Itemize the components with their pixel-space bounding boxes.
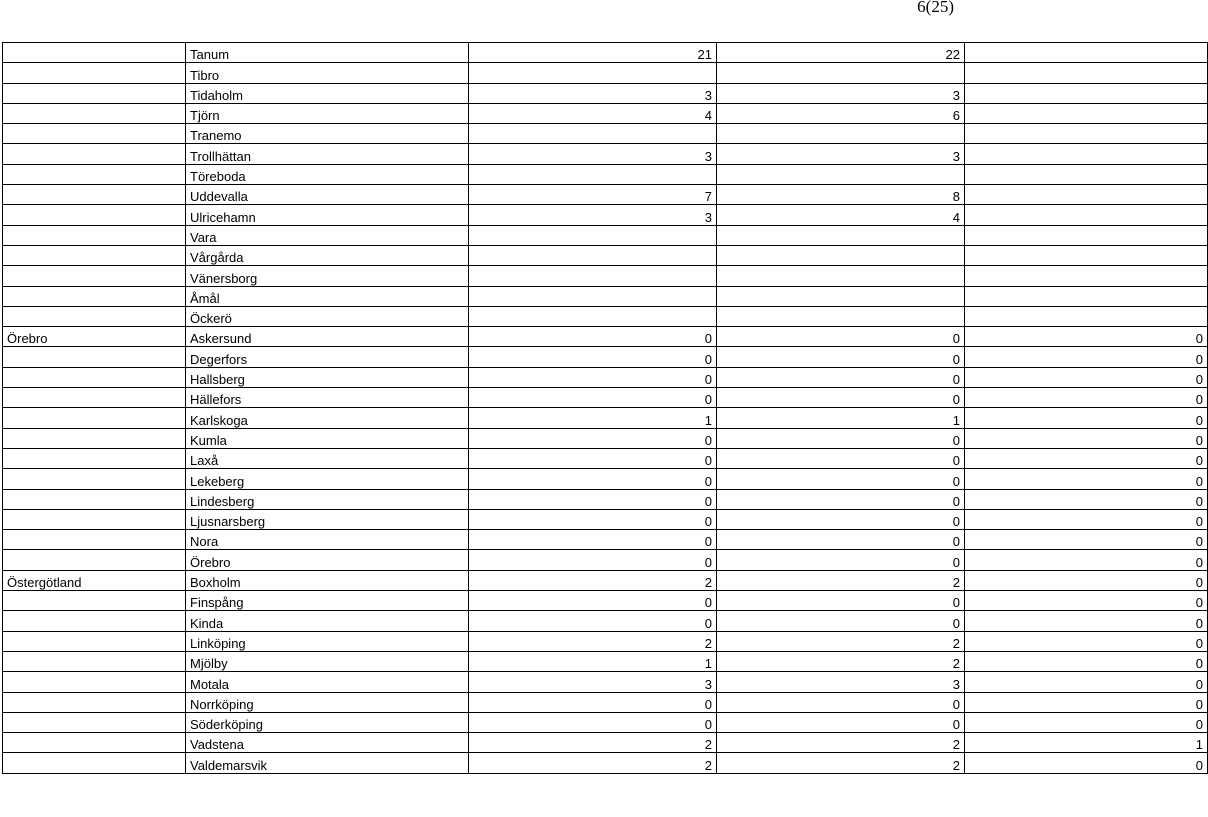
region-cell [3,245,186,265]
municipality-cell: Valdemarsvik [186,753,469,773]
municipality-cell: Vårgårda [186,245,469,265]
table-row [3,144,1208,164]
municipality-cell: Lekeberg [186,469,469,489]
municipality-cell: Laxå [186,448,469,468]
value-cell-3 [965,63,1208,83]
value-cell-3: 0 [965,570,1208,590]
table-row [3,347,1208,367]
table-row [3,103,1208,123]
region-cell [3,43,186,63]
value-cell-3: 0 [965,672,1208,692]
value-cell-3 [965,245,1208,265]
table-row [3,164,1208,184]
value-cell-2 [717,245,965,265]
table-row [3,733,1208,753]
table-row [3,672,1208,692]
table-row [3,530,1208,550]
region-cell [3,509,186,529]
value-cell-1: 7 [469,185,717,205]
value-cell-2: 3 [717,672,965,692]
value-cell-3: 0 [965,367,1208,387]
municipality-cell: Tibro [186,63,469,83]
table-row [3,367,1208,387]
municipality-cell: Åmål [186,286,469,306]
value-cell-2 [717,286,965,306]
value-cell-2: 3 [717,83,965,103]
table-row [3,388,1208,408]
value-cell-3 [965,225,1208,245]
region-cell [3,103,186,123]
region-cell [3,631,186,651]
value-cell-2 [717,63,965,83]
value-cell-1: 0 [469,448,717,468]
value-cell-1 [469,164,717,184]
value-cell-2: 2 [717,733,965,753]
region-cell: Östergötland [3,570,186,590]
value-cell-3: 0 [965,692,1208,712]
value-cell-2: 0 [717,448,965,468]
value-cell-2: 22 [717,43,965,63]
value-cell-3: 0 [965,509,1208,529]
municipality-cell: Kinda [186,611,469,631]
value-cell-1: 3 [469,83,717,103]
municipality-cell: Askersund [186,327,469,347]
value-cell-1: 0 [469,712,717,732]
value-cell-3: 0 [965,489,1208,509]
region-cell [3,692,186,712]
value-cell-2: 0 [717,489,965,509]
value-cell-3: 1 [965,733,1208,753]
municipality-cell: Tranemo [186,124,469,144]
table-row [3,306,1208,326]
region-cell [3,266,186,286]
value-cell-1 [469,306,717,326]
table-body [3,43,1208,774]
value-cell-1: 2 [469,570,717,590]
value-cell-1: 1 [469,651,717,671]
municipality-cell: Motala [186,672,469,692]
table-row [3,327,1208,347]
value-cell-3 [965,185,1208,205]
value-cell-2 [717,225,965,245]
value-cell-2: 0 [717,509,965,529]
value-cell-2: 0 [717,591,965,611]
value-cell-2: 0 [717,469,965,489]
value-cell-2: 2 [717,651,965,671]
region-cell [3,306,186,326]
table-row [3,469,1208,489]
municipality-cell: Norrköping [186,692,469,712]
value-cell-2: 0 [717,327,965,347]
value-cell-3: 0 [965,428,1208,448]
region-cell [3,448,186,468]
municipality-cell: Tanum [186,43,469,63]
value-cell-3 [965,266,1208,286]
municipality-cell: Hällefors [186,388,469,408]
value-cell-3 [965,286,1208,306]
value-cell-3: 0 [965,388,1208,408]
value-cell-1: 4 [469,103,717,123]
municipality-cell: Karlskoga [186,408,469,428]
value-cell-3: 0 [965,611,1208,631]
table-row [3,651,1208,671]
region-cell [3,712,186,732]
value-cell-2: 2 [717,570,965,590]
value-cell-1: 0 [469,509,717,529]
value-cell-2: 1 [717,408,965,428]
value-cell-1: 3 [469,672,717,692]
municipality-cell: Vara [186,225,469,245]
value-cell-1 [469,124,717,144]
municipality-cell: Finspång [186,591,469,611]
value-cell-3 [965,164,1208,184]
table-row [3,124,1208,144]
value-cell-2: 2 [717,631,965,651]
value-cell-3: 0 [965,631,1208,651]
value-cell-1: 1 [469,408,717,428]
value-cell-2 [717,124,965,144]
value-cell-1: 0 [469,327,717,347]
value-cell-2: 0 [717,530,965,550]
value-cell-1: 2 [469,753,717,773]
value-cell-2: 8 [717,185,965,205]
value-cell-2: 4 [717,205,965,225]
region-cell [3,530,186,550]
region-cell [3,225,186,245]
value-cell-3 [965,83,1208,103]
municipality-cell: Linköping [186,631,469,651]
value-cell-3: 0 [965,408,1208,428]
value-cell-1: 0 [469,489,717,509]
value-cell-3: 0 [965,651,1208,671]
page-number: 6(25) [917,0,954,16]
municipality-cell: Uddevalla [186,185,469,205]
region-cell [3,205,186,225]
value-cell-3: 0 [965,550,1208,570]
value-cell-1: 0 [469,347,717,367]
value-cell-3 [965,205,1208,225]
value-cell-2: 0 [717,347,965,367]
table-row [3,591,1208,611]
table-row [3,185,1208,205]
value-cell-2: 0 [717,367,965,387]
region-cell [3,428,186,448]
value-cell-3 [965,43,1208,63]
value-cell-1 [469,286,717,306]
value-cell-1: 0 [469,530,717,550]
table-row [3,266,1208,286]
value-cell-1 [469,225,717,245]
value-cell-3: 0 [965,753,1208,773]
value-cell-3: 0 [965,448,1208,468]
table-row [3,225,1208,245]
value-cell-1: 0 [469,469,717,489]
region-cell [3,83,186,103]
region-cell [3,144,186,164]
municipality-cell: Nora [186,530,469,550]
region-cell [3,347,186,367]
municipality-cell: Kumla [186,428,469,448]
municipality-cell: Öckerö [186,306,469,326]
value-cell-3: 0 [965,347,1208,367]
value-cell-2 [717,266,965,286]
value-cell-1: 0 [469,428,717,448]
table-row [3,43,1208,63]
region-cell [3,408,186,428]
value-cell-3 [965,306,1208,326]
municipality-cell: Örebro [186,550,469,570]
table-row [3,489,1208,509]
value-cell-1: 0 [469,692,717,712]
table-row [3,611,1208,631]
municipality-cell: Tjörn [186,103,469,123]
value-cell-1: 3 [469,205,717,225]
region-cell [3,124,186,144]
value-cell-1: 0 [469,550,717,570]
municipality-cell: Ljusnarsberg [186,509,469,529]
region-cell [3,489,186,509]
region-cell [3,550,186,570]
municipality-cell: Degerfors [186,347,469,367]
value-cell-2: 0 [717,692,965,712]
region-cell [3,469,186,489]
municipality-cell: Hallsberg [186,367,469,387]
region-cell: Örebro [3,327,186,347]
municipality-cell: Töreboda [186,164,469,184]
value-cell-1: 2 [469,631,717,651]
municipality-cell: Vänersborg [186,266,469,286]
value-cell-3: 0 [965,327,1208,347]
municipality-cell: Tidaholm [186,83,469,103]
region-cell [3,185,186,205]
table-row [3,692,1208,712]
value-cell-2: 0 [717,388,965,408]
value-cell-3: 0 [965,712,1208,732]
region-cell [3,164,186,184]
table-row [3,448,1208,468]
table-row [3,712,1208,732]
value-cell-2 [717,306,965,326]
value-cell-2: 0 [717,550,965,570]
municipality-cell: Boxholm [186,570,469,590]
table-row [3,550,1208,570]
value-cell-1: 3 [469,144,717,164]
region-cell [3,611,186,631]
value-cell-2: 3 [717,144,965,164]
value-cell-1: 0 [469,388,717,408]
municipality-cell: Mjölby [186,651,469,671]
region-cell [3,63,186,83]
value-cell-1: 0 [469,611,717,631]
table-row [3,631,1208,651]
table-row [3,83,1208,103]
value-cell-1: 0 [469,367,717,387]
municipality-cell: Söderköping [186,712,469,732]
table-row [3,245,1208,265]
table-row [3,286,1208,306]
value-cell-3 [965,124,1208,144]
table-row [3,408,1208,428]
region-cell [3,733,186,753]
region-cell [3,753,186,773]
value-cell-2: 2 [717,753,965,773]
value-cell-3: 0 [965,530,1208,550]
table-row [3,753,1208,773]
region-cell [3,591,186,611]
region-cell [3,672,186,692]
value-cell-2: 6 [717,103,965,123]
value-cell-2: 0 [717,712,965,732]
table-row [3,205,1208,225]
value-cell-1 [469,266,717,286]
region-cell [3,286,186,306]
value-cell-2: 0 [717,428,965,448]
value-cell-1 [469,63,717,83]
value-cell-1: 0 [469,591,717,611]
municipality-cell: Vadstena [186,733,469,753]
value-cell-2 [717,164,965,184]
municipality-cell: Lindesberg [186,489,469,509]
table-row [3,509,1208,529]
municipality-cell: Trollhättan [186,144,469,164]
region-cell [3,651,186,671]
municipality-cell: Ulricehamn [186,205,469,225]
value-cell-2: 0 [717,611,965,631]
data-table [2,42,1208,774]
table-row [3,428,1208,448]
value-cell-3: 0 [965,591,1208,611]
table-row [3,63,1208,83]
table-row [3,570,1208,590]
value-cell-3: 0 [965,469,1208,489]
region-cell [3,388,186,408]
value-cell-1: 21 [469,43,717,63]
region-cell [3,367,186,387]
value-cell-3 [965,103,1208,123]
value-cell-1 [469,245,717,265]
value-cell-3 [965,144,1208,164]
value-cell-1: 2 [469,733,717,753]
